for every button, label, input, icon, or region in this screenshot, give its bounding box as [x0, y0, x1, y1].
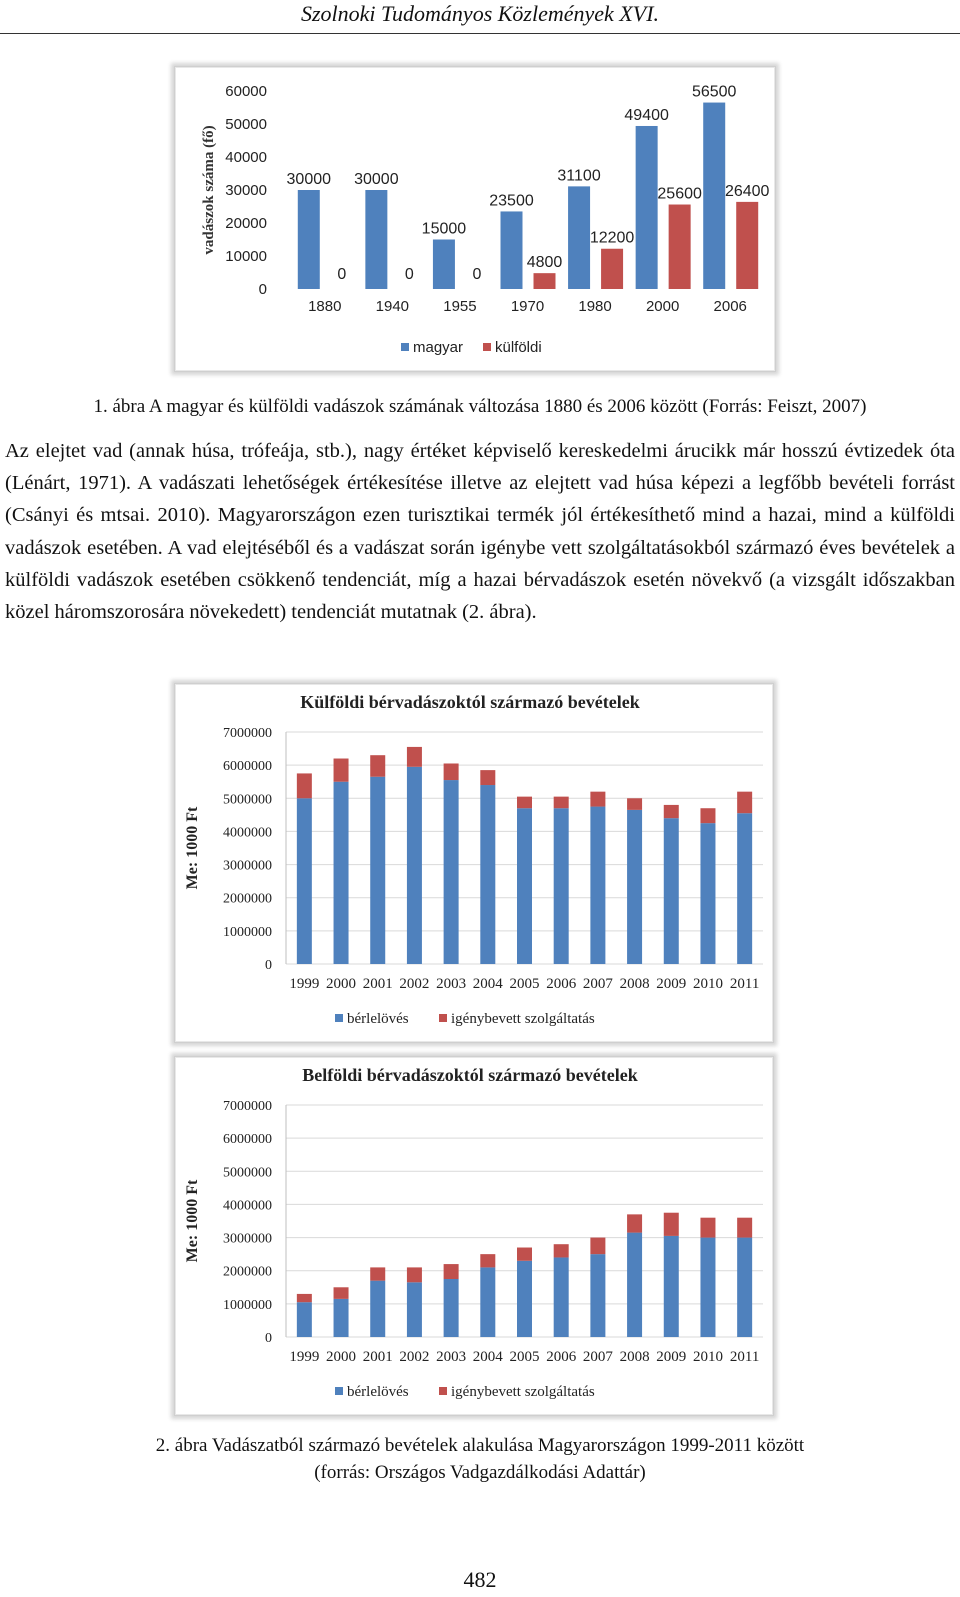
y-tick-label: 40000	[225, 149, 267, 166]
x-tick-label: 2007	[582, 976, 613, 992]
y-tick-label: 2000000	[223, 891, 272, 907]
bar-segment-igénybevett szolgáltatás-1999	[297, 1294, 312, 1302]
y-tick-label: 3000000	[223, 1231, 272, 1247]
bar-segment-igénybevett szolgáltatás-2002	[407, 747, 422, 767]
bar-segment-igénybevett szolgáltatás-2007	[590, 792, 605, 807]
y-tick-label: 1000000	[223, 1297, 272, 1313]
bar-segment-igénybevett szolgáltatás-2002	[407, 1267, 422, 1282]
bar-segment-bérlelövés-2006	[554, 808, 569, 964]
x-tick-label: 2002	[399, 1349, 430, 1365]
data-label-magyar-1880: 30000	[286, 171, 332, 188]
x-tick-label: 2006	[546, 976, 577, 992]
bar-segment-bérlelövés-2011	[737, 813, 752, 964]
data-label-külföldi-1955: 0	[472, 266, 482, 283]
header-rule	[0, 33, 960, 34]
y-tick-label: 7000000	[223, 1099, 272, 1114]
x-tick-label: 2004	[472, 976, 503, 992]
bar-segment-igénybevett szolgáltatás-2005	[517, 797, 532, 809]
bar-segment-igénybevett szolgáltatás-2004	[480, 770, 495, 785]
x-tick-label: 2000	[326, 1349, 357, 1365]
legend-swatch-magyar	[401, 343, 409, 351]
x-tick-label: 2007	[582, 1349, 613, 1365]
bar-segment-igénybevett szolgáltatás-2010	[700, 1218, 715, 1238]
figure2-chart-foreign	[175, 684, 773, 1042]
data-label-külföldi-1980: 12200	[589, 229, 635, 247]
x-tick-label: 2004	[472, 1349, 503, 1365]
bar-segment-igénybevett szolgáltatás-2011	[737, 792, 752, 814]
figure2-chart-foreign-frame	[174, 683, 774, 1043]
x-tick-label: 2006	[546, 1349, 577, 1365]
x-tick-label: 2001	[362, 976, 393, 992]
chart-title: Külföldi bérvadászoktól származó bevételek	[300, 692, 640, 712]
y-axis-title: vadászok száma (fő)	[201, 125, 217, 255]
bar-magyar-1980	[568, 186, 590, 289]
bar-segment-igénybevett szolgáltatás-2003	[444, 1264, 459, 1279]
legend-label-bérlelövés: bérlelövés	[347, 1011, 409, 1027]
bar-magyar-2006	[703, 103, 725, 289]
x-tick-label: 2000	[645, 298, 680, 315]
bar-segment-bérlelövés-2007	[590, 807, 605, 964]
y-tick-label: 30000	[225, 182, 267, 199]
figure1-caption: 1. ábra A magyar és külföldi vadászok számának változása 1880 és 2006 között (Forrás: Feiszt, 2007)	[93, 396, 867, 417]
x-tick-label: 2005	[509, 976, 540, 992]
bar-segment-bérlelövés-2007	[590, 1254, 605, 1337]
figure2-caption-line1: 2. ábra Vadászatból származó bevételek alakulása Magyarországon 1999-2011 között	[155, 1435, 805, 1456]
bar-segment-bérlelövés-2006	[554, 1257, 569, 1337]
x-tick-label: 2002	[399, 976, 430, 992]
bar-segment-igénybevett szolgáltatás-2008	[627, 798, 642, 810]
y-tick-label: 6000000	[223, 1132, 272, 1148]
bar-segment-igénybevett szolgáltatás-2008	[627, 1214, 642, 1232]
y-tick-label: 2000000	[223, 1264, 272, 1280]
bar-segment-bérlelövés-2005	[517, 1261, 532, 1337]
bar-segment-bérlelövés-2005	[517, 808, 532, 964]
legend-swatch-külföldi	[483, 343, 491, 351]
x-tick-label: 1940	[375, 298, 410, 315]
data-label-magyar-2006: 56500	[691, 83, 737, 101]
y-tick-label: 20000	[225, 215, 267, 232]
x-tick-label: 2010	[692, 976, 723, 992]
legend-label-bérlelövés: bérlelövés	[347, 1384, 409, 1400]
bar-külföldi-1980	[601, 249, 623, 289]
data-label-magyar-1940: 30000	[354, 171, 399, 188]
data-label-külföldi-2000: 25600	[657, 185, 702, 203]
y-tick-label: 0	[265, 1331, 272, 1346]
legend-label-igénybevett szolgáltatás: igénybevett szolgáltatás	[451, 1384, 595, 1400]
x-tick-label: 1999	[289, 1349, 320, 1365]
y-tick-label: 5000000	[223, 792, 272, 808]
data-label-külföldi-1940: 0	[404, 266, 414, 283]
bar-segment-bérlelövés-2002	[407, 1282, 422, 1337]
bar-segment-igénybevett szolgáltatás-2003	[444, 763, 459, 780]
bar-külföldi-2000	[669, 205, 691, 289]
data-label-külföldi-1970: 4800	[526, 254, 563, 272]
bar-segment-bérlelövés-2004	[480, 1267, 495, 1337]
bar-segment-bérlelövés-2008	[627, 1233, 642, 1337]
legend-label-külföldi: külföldi	[495, 339, 542, 356]
data-label-külföldi-2006: 26400	[724, 182, 770, 200]
bar-segment-bérlelövés-2009	[664, 818, 679, 964]
data-label-magyar-1955: 15000	[421, 220, 467, 238]
bar-segment-bérlelövés-2009	[664, 1236, 679, 1337]
bar-segment-igénybevett szolgáltatás-1999	[297, 773, 312, 798]
y-tick-label: 6000000	[223, 759, 272, 775]
legend-swatch-bérlelövés	[335, 1387, 343, 1395]
data-label-külföldi-1880: 0	[337, 266, 347, 283]
x-tick-label: 2000	[326, 976, 357, 992]
bar-segment-bérlelövés-2002	[407, 767, 422, 964]
body-paragraph: Az elejtet vad (annak húsa, trófeája, stb.), nagy értéket képviselő kereskedelmi árucikk már hosszú évtizedek óta (Lénárt, 1971). A vadászati lehetőségek értékesítése illetve az elejtett vad húsa képezi a legfőbb bevételi forrást (Csányi és mtsai. 2010). Magyarországon ezen turisztikai termék jól értékesíthető mind a hazai, mind a külföldi vadászok esetében. A vad elejtéséből és a vadászat során igénybe vett szolgáltatásokból származó éves bevételek a külföldi vadászok esetében csökkenő tendenciát, míg a hazai bérvadászok esetén növekvő (a vizsgált időszakban közel háromszorosára növekedett) tendenciát mutatnak (2. ábra).	[5, 440, 955, 624]
bar-segment-bérlelövés-2003	[444, 1279, 459, 1337]
y-tick-label: 3000000	[223, 858, 272, 874]
x-tick-label: 2005	[509, 1349, 540, 1365]
bar-segment-igénybevett szolgáltatás-2010	[700, 808, 715, 823]
figure1-chart-frame	[174, 66, 776, 372]
bar-magyar-1940	[365, 190, 387, 289]
bar-segment-bérlelövés-2001	[370, 1281, 385, 1337]
bar-segment-bérlelövés-2000	[334, 1299, 349, 1337]
legend-label-magyar: magyar	[413, 339, 464, 356]
y-tick-label: 60000	[225, 83, 267, 100]
y-tick-label: 10000	[225, 248, 267, 265]
bar-segment-bérlelövés-1999	[297, 798, 312, 964]
x-tick-label: 2011	[729, 976, 760, 992]
y-tick-label: 7000000	[223, 726, 272, 741]
figure2-chart-domestic-frame	[174, 1056, 774, 1416]
bar-segment-bérlelövés-2000	[334, 782, 349, 964]
bar-segment-igénybevett szolgáltatás-2000	[334, 1287, 349, 1299]
x-tick-label: 1955	[443, 298, 477, 315]
chart-title: Belföldi bérvadászoktól származó bevételek	[302, 1065, 638, 1085]
figure2-chart-domestic	[175, 1057, 773, 1415]
x-tick-label: 2008	[619, 1349, 650, 1365]
x-tick-label: 2006	[713, 298, 747, 315]
bar-segment-bérlelövés-2004	[480, 785, 495, 964]
legend-swatch-igénybevett szolgáltatás	[439, 1014, 447, 1022]
legend-label-igénybevett szolgáltatás: igénybevett szolgáltatás	[451, 1011, 595, 1027]
x-tick-label: 2010	[692, 1349, 723, 1365]
y-tick-label: 4000000	[223, 1198, 272, 1214]
legend-swatch-bérlelövés	[335, 1014, 343, 1022]
y-tick-label: 0	[265, 958, 272, 973]
bar-segment-igénybevett szolgáltatás-2001	[370, 755, 385, 777]
bar-segment-bérlelövés-2010	[700, 1238, 715, 1337]
y-tick-label: 5000000	[223, 1165, 272, 1181]
x-tick-label: 2008	[619, 976, 650, 992]
x-tick-label: 1880	[308, 298, 342, 315]
x-tick-label: 1970	[510, 298, 545, 315]
bar-külföldi-1970	[534, 273, 556, 289]
bar-segment-bérlelövés-2001	[370, 777, 385, 964]
x-tick-label: 2001	[362, 1349, 393, 1365]
bar-segment-igénybevett szolgáltatás-2006	[554, 1244, 569, 1257]
data-label-magyar-1970: 23500	[489, 192, 534, 210]
bar-segment-igénybevett szolgáltatás-2000	[334, 759, 349, 782]
figure1-chart	[175, 67, 775, 371]
x-tick-label: 1999	[289, 976, 320, 992]
x-tick-label: 2009	[656, 976, 687, 992]
bar-magyar-1970	[501, 211, 523, 289]
bar-segment-igénybevett szolgáltatás-2005	[517, 1248, 532, 1261]
bar-magyar-1955	[433, 240, 455, 290]
bar-segment-bérlelövés-1999	[297, 1302, 312, 1337]
y-tick-label: 50000	[225, 116, 267, 133]
x-tick-label: 1980	[578, 298, 612, 315]
data-label-magyar-1980: 31100	[557, 167, 601, 185]
legend-swatch-igénybevett szolgáltatás	[439, 1387, 447, 1395]
x-tick-label: 2009	[656, 1349, 687, 1365]
bar-segment-bérlelövés-2010	[700, 823, 715, 964]
bar-segment-igénybevett szolgáltatás-2001	[370, 1267, 385, 1280]
bar-segment-igénybevett szolgáltatás-2007	[590, 1238, 605, 1255]
figure2-caption-line2: (forrás: Országos Vadgazdálkodási Adattár)	[314, 1462, 646, 1483]
bar-segment-igénybevett szolgáltatás-2009	[664, 1213, 679, 1236]
y-tick-label: 4000000	[223, 825, 272, 841]
bar-segment-igénybevett szolgáltatás-2006	[554, 797, 569, 809]
y-tick-label: 1000000	[223, 924, 272, 940]
x-tick-label: 2011	[729, 1349, 760, 1365]
bar-magyar-2000	[636, 126, 658, 289]
bar-segment-bérlelövés-2003	[444, 780, 459, 964]
page-number: 482	[463, 1567, 497, 1592]
bar-segment-bérlelövés-2011	[737, 1238, 752, 1337]
data-label-magyar-2000: 49400	[624, 106, 669, 124]
journal-header: Szolnoki Tudományos Közlemények XVI.	[300, 1, 660, 26]
bar-segment-igénybevett szolgáltatás-2009	[664, 805, 679, 818]
y-axis-title: Me: 1000 Ft	[184, 806, 201, 890]
bar-magyar-1880	[298, 190, 320, 289]
y-tick-label: 0	[258, 281, 267, 298]
x-tick-label: 2003	[436, 1349, 467, 1365]
bar-segment-bérlelövés-2008	[627, 810, 642, 964]
y-axis-title: Me: 1000 Ft	[184, 1179, 201, 1263]
x-tick-label: 2003	[436, 976, 467, 992]
bar-külföldi-2006	[736, 202, 758, 289]
bar-segment-igénybevett szolgáltatás-2011	[737, 1218, 752, 1238]
bar-segment-igénybevett szolgáltatás-2004	[480, 1254, 495, 1267]
